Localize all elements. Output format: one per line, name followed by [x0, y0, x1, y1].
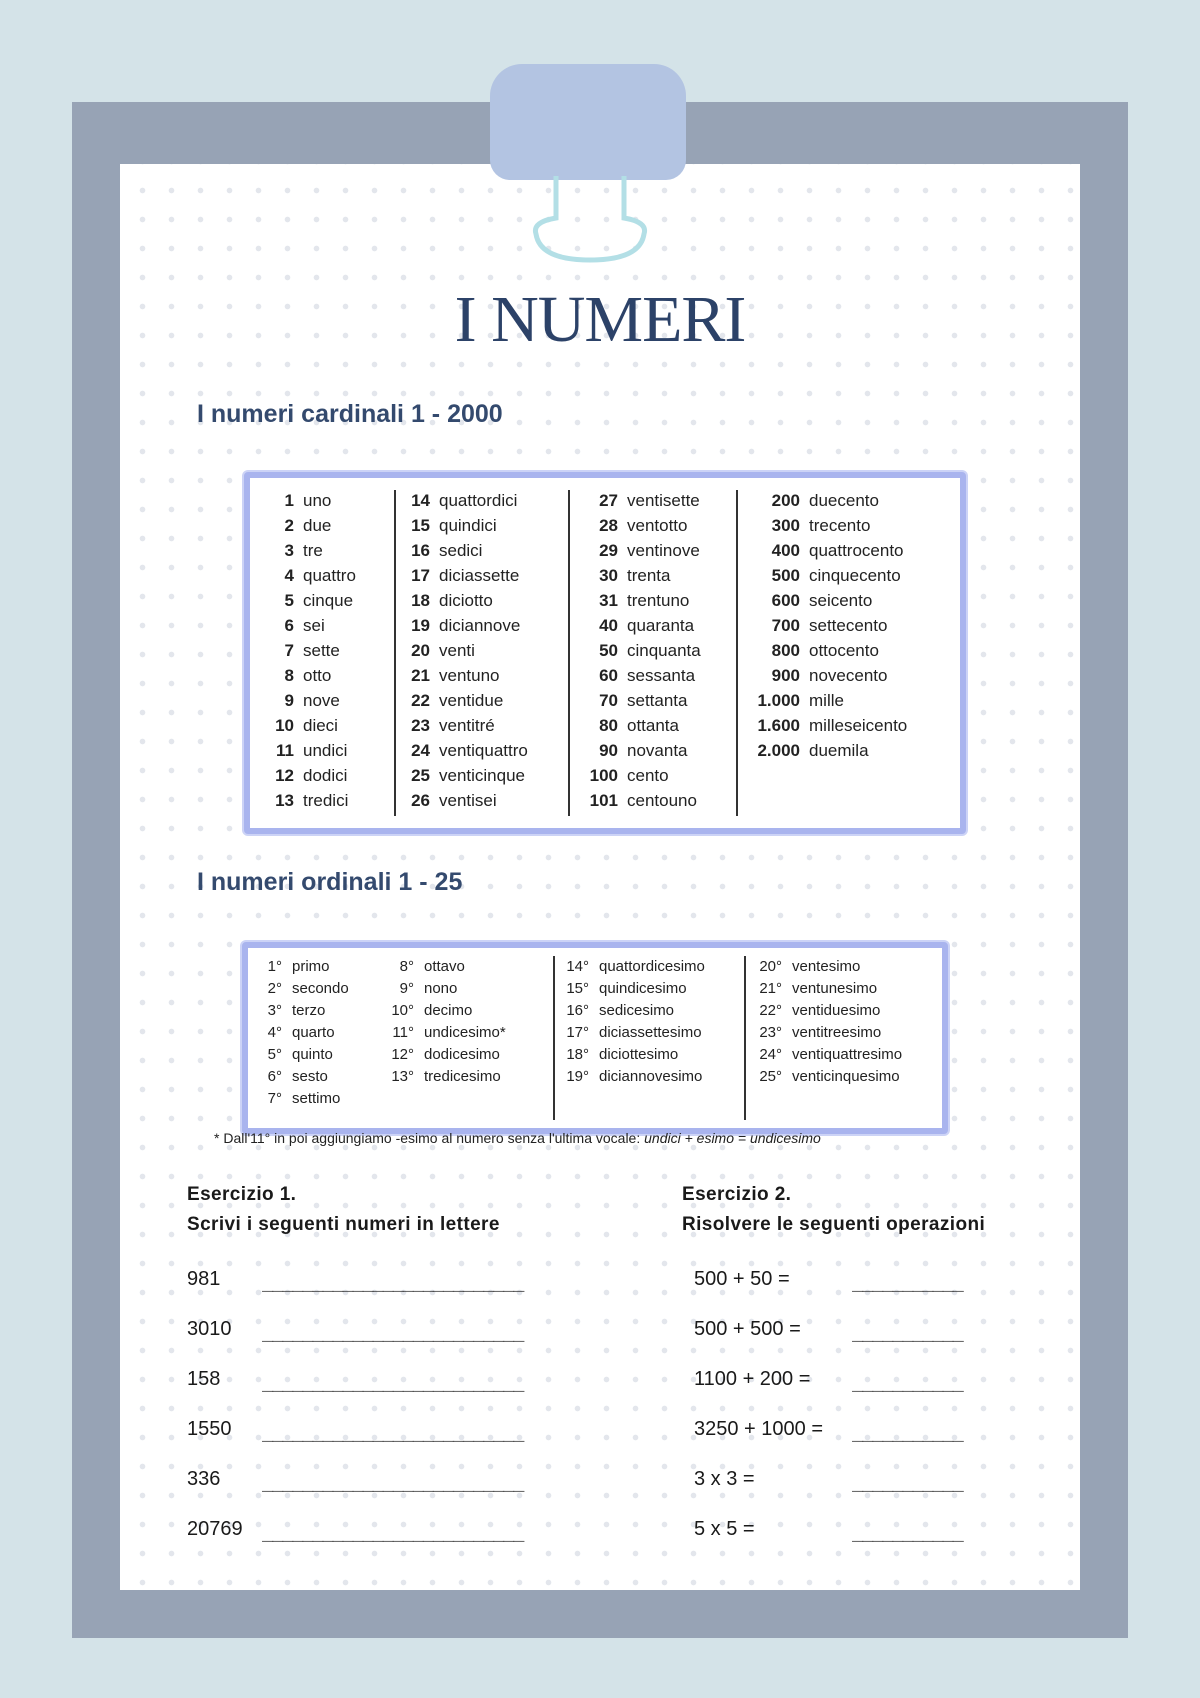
ordinal-number: 8°	[399, 958, 414, 975]
cardinal-row	[254, 788, 356, 813]
ordinal-row	[744, 978, 902, 1000]
exercise1-answer-line[interactable]: __________________________	[262, 1270, 524, 1292]
cardinal-number: 12	[275, 766, 294, 785]
ordinal-row	[252, 978, 349, 1000]
ordinal-number: 16°	[566, 1002, 589, 1019]
ordinal-word: ventiduesimo	[792, 1002, 881, 1019]
cardinal-row	[254, 538, 356, 563]
cardinal-row	[254, 513, 356, 538]
ordinal-number: 17°	[566, 1024, 589, 1041]
cardinal-word: nove	[303, 691, 340, 710]
ordinal-word: tredicesimo	[424, 1068, 501, 1085]
cardinal-row	[574, 688, 701, 713]
ordinal-row	[252, 1044, 349, 1066]
cardinal-number: 28	[599, 516, 618, 535]
cardinal-word: ventinove	[627, 541, 700, 560]
ordinal-word: ventesimo	[792, 958, 861, 975]
cardinal-word: cinquecento	[809, 566, 901, 585]
cardinal-number: 16	[411, 541, 430, 560]
exercise1-answer-line[interactable]: __________________________	[262, 1420, 524, 1442]
cardinal-word: trecento	[809, 516, 871, 535]
cardinal-word: mille	[809, 691, 844, 710]
cardinal-word: sette	[303, 641, 340, 660]
cardinal-number: 10	[275, 716, 294, 735]
exercise1-item-label: 3010	[187, 1318, 232, 1340]
exercise2-item-label: 5 x 5 =	[694, 1518, 755, 1540]
cardinal-word: quattrocento	[809, 541, 904, 560]
cardinal-row	[574, 738, 701, 763]
cardinal-number: 50	[599, 641, 618, 660]
ordinal-number: 22°	[759, 1002, 782, 1019]
column-divider	[568, 490, 570, 816]
cardinal-number: 800	[771, 641, 800, 660]
ordinal-footnote	[214, 1130, 821, 1146]
exercise1-answer-line[interactable]: __________________________	[262, 1320, 524, 1342]
ordinal-word: nono	[424, 980, 458, 997]
exercise1-item-label: 20769	[187, 1518, 243, 1540]
ordinal-row	[378, 1066, 506, 1088]
cardinal-row	[254, 763, 356, 788]
ordinal-word: diciassettesimo	[599, 1024, 702, 1041]
cardinal-number: 5	[284, 591, 294, 610]
ordinal-row	[744, 956, 902, 978]
cardinal-number: 200	[771, 491, 800, 510]
ordinal-word: secondo	[292, 980, 349, 997]
cardinal-heading: I numeri cardinali 1 - 2000	[197, 400, 503, 428]
cardinal-word: diciassette	[439, 566, 520, 585]
ordinal-heading: I numeri ordinali 1 - 25	[197, 868, 463, 896]
cardinal-row	[400, 713, 528, 738]
ordinal-number: 20°	[759, 958, 782, 975]
cardinal-number: 80	[599, 716, 618, 735]
ordinal-row	[252, 1022, 349, 1044]
cardinal-column	[400, 488, 528, 813]
exercise1-answer-line[interactable]: __________________________	[262, 1520, 524, 1542]
ordinal-number: 2°	[267, 980, 282, 997]
cardinal-word: tredici	[303, 791, 349, 810]
cardinal-number: 1	[284, 491, 294, 510]
cardinal-word: duecento	[809, 491, 879, 510]
ordinal-number: 14°	[566, 958, 589, 975]
cardinal-row	[574, 538, 701, 563]
cardinal-number: 2	[284, 516, 294, 535]
cardinal-word: venti	[439, 641, 475, 660]
cardinal-word: dodici	[303, 766, 348, 785]
ordinal-number: 21°	[759, 980, 782, 997]
cardinal-word: quaranta	[627, 616, 695, 635]
ordinal-word: ventunesimo	[792, 980, 878, 997]
ordinal-row	[553, 1000, 705, 1022]
exercise2-item-label: 3250 + 1000 =	[694, 1418, 824, 1440]
exercise2-answer-line[interactable]: ___________	[852, 1370, 963, 1392]
cardinal-number: 2.000	[757, 741, 800, 760]
ordinal-row	[553, 1066, 705, 1088]
cardinal-number: 30	[599, 566, 618, 585]
cardinal-number: 1.000	[757, 691, 800, 710]
cardinal-row	[400, 563, 528, 588]
cardinal-word: sedici	[439, 541, 483, 560]
ordinal-row	[252, 956, 349, 978]
ordinal-row	[378, 1044, 506, 1066]
ordinal-row	[252, 1000, 349, 1022]
ordinal-number: 10°	[391, 1002, 414, 1019]
ordinal-row	[252, 1088, 349, 1110]
exercise1-answer-line[interactable]: __________________________	[262, 1370, 524, 1392]
cardinal-row	[574, 513, 701, 538]
cardinal-word: ventiquattro	[439, 741, 528, 760]
cardinal-number: 27	[599, 491, 618, 510]
cardinal-number: 300	[771, 516, 800, 535]
ordinal-row	[744, 1022, 902, 1044]
cardinal-number: 20	[411, 641, 430, 660]
cardinal-number: 29	[599, 541, 618, 560]
page-title: I NUMERI	[454, 283, 746, 356]
cardinal-word: sei	[303, 616, 325, 635]
exercise1-item-label: 336	[187, 1468, 221, 1490]
cardinal-row	[400, 688, 528, 713]
exercise2-answer-line[interactable]: ___________	[852, 1420, 963, 1442]
ordinal-number: 12°	[391, 1046, 414, 1063]
ordinal-column	[378, 956, 506, 1088]
cardinal-row	[254, 688, 356, 713]
exercise2-title: Esercizio 2.	[682, 1184, 792, 1205]
cardinal-row	[254, 613, 356, 638]
cardinal-row	[400, 763, 528, 788]
clip-wire-icon	[520, 172, 660, 264]
cardinal-row	[400, 588, 528, 613]
ordinal-word: decimo	[424, 1002, 473, 1019]
cardinal-word: venticinque	[439, 766, 526, 785]
cardinal-row	[742, 613, 907, 638]
cardinal-word: novanta	[627, 741, 688, 760]
cardinal-number: 18	[411, 591, 430, 610]
cardinal-row	[254, 738, 356, 763]
cardinal-row	[574, 788, 701, 813]
cardinal-row	[574, 763, 701, 788]
ordinal-word: terzo	[292, 1002, 326, 1019]
cardinal-number: 500	[771, 566, 800, 585]
cardinal-row	[254, 713, 356, 738]
cardinal-number: 40	[599, 616, 618, 635]
exercise2-answer-line[interactable]: ___________	[852, 1270, 963, 1292]
exercise2-item-label: 3 x 3 =	[694, 1468, 755, 1490]
cardinal-row	[574, 563, 701, 588]
cardinal-number: 22	[411, 691, 430, 710]
cardinal-word: quindici	[439, 516, 497, 535]
ordinal-number: 18°	[566, 1046, 589, 1063]
cardinal-number: 23	[411, 716, 430, 735]
cardinal-row	[574, 613, 701, 638]
ordinal-row	[378, 1022, 506, 1044]
ordinal-number: 7°	[267, 1090, 282, 1107]
ordinal-number: 24°	[759, 1046, 782, 1063]
cardinal-word: quattordici	[439, 491, 518, 510]
cardinal-row	[574, 588, 701, 613]
cardinal-word: ventidue	[439, 691, 504, 710]
ordinal-number: 1°	[267, 958, 282, 975]
cardinal-row	[400, 513, 528, 538]
ordinal-word: ventiquattresimo	[792, 1046, 903, 1063]
ordinal-word: undicesimo*	[424, 1024, 506, 1041]
cardinal-number: 13	[275, 791, 294, 810]
cardinal-number: 700	[771, 616, 800, 635]
cardinal-number: 600	[771, 591, 800, 610]
cardinal-number: 19	[411, 616, 430, 635]
cardinal-number: 1.600	[757, 716, 800, 735]
cardinal-word: diciannove	[439, 616, 521, 635]
cardinal-word: seicento	[809, 591, 873, 610]
ordinal-number: 25°	[759, 1068, 782, 1085]
cardinal-row	[254, 488, 356, 513]
exercise2-answer-line[interactable]: ___________	[852, 1520, 963, 1542]
cardinal-row	[574, 488, 701, 513]
cardinal-row	[574, 663, 701, 688]
cardinal-word: cinque	[303, 591, 354, 610]
cardinal-row	[742, 638, 907, 663]
cardinal-number: 25	[411, 766, 430, 785]
cardinal-number: 24	[411, 741, 430, 760]
ordinal-number: 5°	[267, 1046, 282, 1063]
exercise2-answer-line[interactable]: ___________	[852, 1320, 963, 1342]
cardinal-column	[574, 488, 701, 813]
ordinal-number: 6°	[267, 1068, 282, 1085]
cardinal-word: ventuno	[439, 666, 500, 685]
cardinal-word: milleseicento	[809, 716, 908, 735]
ordinal-row	[553, 1022, 705, 1044]
cardinal-word: sessanta	[627, 666, 696, 685]
cardinal-word: ventisette	[627, 491, 700, 510]
cardinal-row	[400, 613, 528, 638]
ordinal-word: primo	[292, 958, 330, 975]
cardinal-number: 17	[411, 566, 430, 585]
ordinal-row	[744, 1000, 902, 1022]
ordinal-word: dodicesimo	[424, 1046, 500, 1063]
cardinal-column	[742, 488, 907, 763]
exercise1-answer-line[interactable]: __________________________	[262, 1470, 524, 1492]
exercise1-item-label: 1550	[187, 1418, 232, 1440]
ordinal-row	[378, 956, 506, 978]
cardinal-number: 60	[599, 666, 618, 685]
cardinal-row	[400, 738, 528, 763]
footnote-text: * Dall'11° in poi aggiungiamo -esimo al numero senza l'ultima vocale:	[214, 1130, 645, 1146]
cardinal-number: 8	[284, 666, 294, 685]
cardinal-numbers-table	[244, 472, 966, 834]
cardinal-number: 11	[276, 741, 294, 760]
cardinal-row	[742, 513, 907, 538]
cardinal-number: 7	[284, 641, 294, 660]
cardinal-row	[400, 488, 528, 513]
cardinal-number: 21	[411, 666, 430, 685]
column-divider	[736, 490, 738, 816]
cardinal-word: undici	[303, 741, 348, 760]
ordinal-word: venticinquesimo	[792, 1068, 900, 1085]
ordinal-number: 15°	[566, 980, 589, 997]
cardinal-row	[400, 788, 528, 813]
cardinal-number: 26	[411, 791, 430, 810]
ordinal-number: 13°	[391, 1068, 414, 1085]
cardinal-number: 100	[589, 766, 618, 785]
ordinal-word: sesto	[292, 1068, 328, 1085]
cardinal-row	[254, 638, 356, 663]
cardinal-row	[742, 588, 907, 613]
ordinal-number: 23°	[759, 1024, 782, 1041]
cardinal-row	[742, 488, 907, 513]
cardinal-word: settanta	[627, 691, 688, 710]
ordinal-row	[553, 978, 705, 1000]
column-divider	[394, 490, 396, 816]
ordinal-word: quindicesimo	[599, 980, 687, 997]
cardinal-row	[254, 588, 356, 613]
ordinal-row	[252, 1066, 349, 1088]
ordinal-row	[378, 1000, 506, 1022]
cardinal-word: due	[303, 516, 332, 535]
cardinal-row	[742, 563, 907, 588]
cardinal-row	[742, 538, 907, 563]
cardinal-word: ventisei	[439, 791, 497, 810]
cardinal-row	[400, 638, 528, 663]
cardinal-number: 31	[599, 591, 618, 610]
exercise2-instructions: Risolvere le seguenti operazioni	[682, 1214, 986, 1235]
cardinal-number: 101	[589, 791, 618, 810]
ordinal-word: settimo	[292, 1090, 341, 1107]
cardinal-word: ottanta	[627, 716, 679, 735]
cardinal-word: otto	[303, 666, 332, 685]
cardinal-word: quattro	[303, 566, 356, 585]
ordinal-row	[744, 1066, 902, 1088]
exercise1-item-label: 981	[187, 1268, 221, 1290]
ordinal-number: 3°	[267, 1002, 282, 1019]
ordinal-number: 4°	[267, 1024, 282, 1041]
cardinal-word: settecento	[809, 616, 888, 635]
ordinal-row	[553, 1044, 705, 1066]
cardinal-row	[742, 713, 907, 738]
cardinal-word: centouno	[627, 791, 697, 810]
cardinal-number: 15	[411, 516, 430, 535]
ordinal-number: 9°	[399, 980, 414, 997]
cardinal-number: 900	[771, 666, 800, 685]
footnote-example: undici + esimo = undicesimo	[644, 1130, 821, 1146]
exercise2-item-label: 500 + 50 =	[694, 1268, 790, 1290]
ordinal-word: ottavo	[424, 958, 465, 975]
cardinal-number: 90	[599, 741, 618, 760]
ordinal-word: sedicesimo	[599, 1002, 675, 1019]
cardinal-number: 4	[284, 566, 294, 585]
exercise1-title: Esercizio 1.	[187, 1184, 297, 1205]
cardinal-word: cento	[627, 766, 669, 785]
cardinal-number: 70	[599, 691, 618, 710]
exercise2-answer-line[interactable]: ___________	[852, 1470, 963, 1492]
cardinal-row	[254, 563, 356, 588]
ordinal-word: diciannovesimo	[599, 1068, 703, 1085]
cardinal-word: novecento	[809, 666, 888, 685]
ordinal-row	[553, 956, 705, 978]
cardinal-word: diciotto	[439, 591, 493, 610]
ordinal-row	[378, 978, 506, 1000]
cardinal-word: tre	[303, 541, 323, 560]
cardinal-number: 400	[771, 541, 800, 560]
cardinal-row	[742, 738, 907, 763]
exercise2-item-label: 500 + 500 =	[694, 1318, 801, 1340]
cardinal-column	[254, 488, 356, 813]
ordinal-word: quinto	[292, 1046, 333, 1063]
cardinal-word: ventotto	[627, 516, 688, 535]
cardinal-word: dieci	[303, 716, 338, 735]
cardinal-row	[400, 663, 528, 688]
cardinal-word: ventitré	[439, 716, 495, 735]
cardinal-word: trenta	[627, 566, 671, 585]
cardinal-number: 14	[411, 491, 430, 510]
exercise1-instructions: Scrivi i seguenti numeri in lettere	[187, 1214, 500, 1235]
cardinal-word: duemila	[809, 741, 869, 760]
ordinal-row	[744, 1044, 902, 1066]
cardinal-word: cinquanta	[627, 641, 701, 660]
ordinal-number: 19°	[566, 1068, 589, 1085]
ordinal-word: quarto	[292, 1024, 335, 1041]
cardinal-row	[574, 713, 701, 738]
ordinal-column	[553, 956, 705, 1088]
cardinal-row	[742, 688, 907, 713]
cardinal-number: 9	[284, 691, 294, 710]
ordinal-column	[252, 956, 349, 1110]
cardinal-row	[574, 638, 701, 663]
cardinal-word: uno	[303, 491, 332, 510]
cardinal-row	[742, 663, 907, 688]
ordinal-word: quattordicesimo	[599, 958, 705, 975]
cardinal-number: 3	[284, 541, 294, 560]
cardinal-row	[254, 663, 356, 688]
cardinal-row	[400, 538, 528, 563]
cardinal-word: trentuno	[627, 591, 690, 610]
clip-icon	[490, 64, 686, 180]
cardinal-word: ottocento	[809, 641, 879, 660]
ordinal-word: diciottesimo	[599, 1046, 679, 1063]
cardinal-number: 6	[284, 616, 294, 635]
ordinal-number: 11°	[392, 1024, 414, 1041]
ordinal-numbers-table	[242, 942, 948, 1134]
ordinal-column	[744, 956, 902, 1088]
exercise2-item-label: 1100 + 200 =	[694, 1368, 811, 1390]
exercise1-item-label: 158	[187, 1368, 221, 1390]
ordinal-word: ventitreesimo	[792, 1024, 882, 1041]
